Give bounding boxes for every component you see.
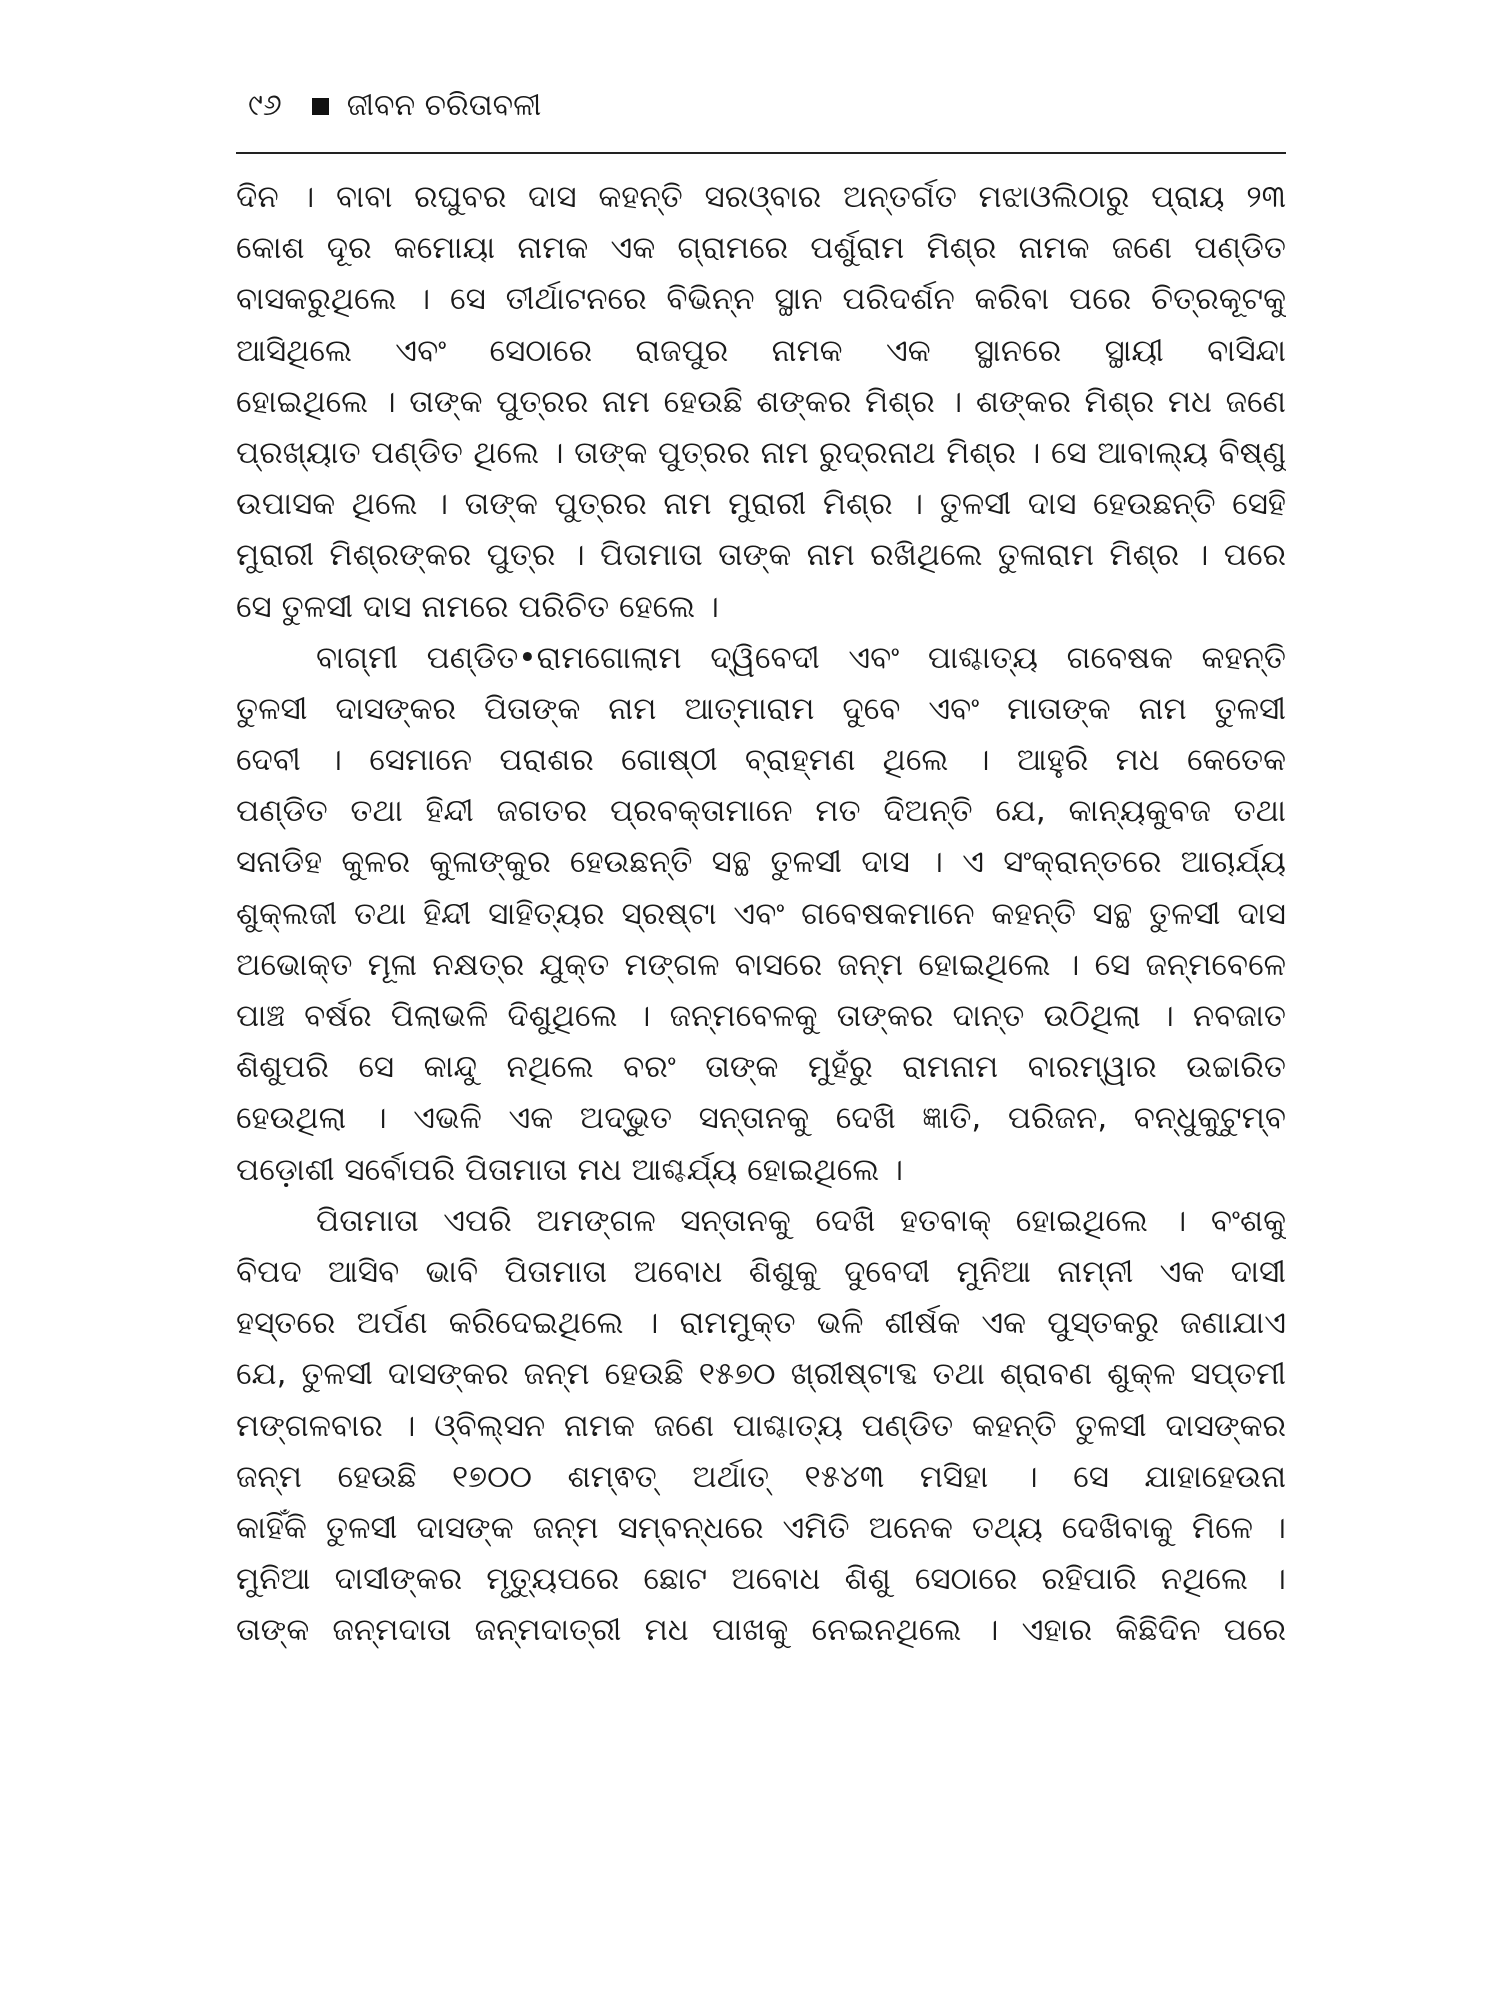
paragraph-end-line: ସେ ତୁଳସୀ ଦାସ ନାମରେ ପରିଚିତ ହେଲେ । [236,588,719,625]
text-line: ମଙ୍ଗଳବାର । ଓ୍ବିଲ୍‌ସନ ନାମକ ଜଣେ ପାଶ୍ଚାତ୍ୟ ପଣ୍ଡିତ କହନ୍ତି ତୁଳସୀ ଦାସଙ୍କର [236,1407,1286,1444]
text-line: ସନାଡିହ କୁଳର କୁଳାଙ୍କୁର ହେଉଛନ୍ତି ସନ୍ଥ ତୁଳସୀ ଦାସ । ଏ ସଂକ୍ରାନ୍ତରେ ଆଚାର୍ଯ୍ୟ [236,844,1286,881]
text-line: ଦେବୀ । ସେମାନେ ପରାଶର ଗୋଷ୍ଠୀ ବ୍ରାହ୍ମଣ ଥିଲେ । ଆହୁରି ମଧ କେତେକ [236,742,1286,779]
text-line: ମୁନିଆ ଦାସୀଙ୍କର ମୃତ୍ୟୁପରେ ଛୋଟ ଅବୋଧ ଶିଶୁ ସେଠାରେ ରହିପାରି ନଥିଲେ । [236,1561,1286,1598]
text-line: ହୋଇଥିଲେ । ତାଙ୍କ ପୁତ୍ରର ନାମ ହେଉଛି ଶଙ୍କର ମିଶ୍ର । ଶଙ୍କର ମିଶ୍ର ମଧ ଜଣେ [236,383,1286,420]
page-number: ୯୬ [248,88,282,123]
text-line: ତୁଳସୀ ଦାସଙ୍କର ପିତାଙ୍କ ନାମ ଆତ୍ମାରାମ ଦୁବେ ଏବଂ ମାତାଙ୍କ ନାମ ତୁଳସୀ [236,690,1286,727]
paragraph-start-line: ପିତାମାତା ଏପରି ଅମଙ୍ଗଳ ସନ୍ତାନକୁ ଦେଖି ହତବାକ୍ ହୋଇଥିଲେ । ବଂଶକୁ [316,1202,1286,1239]
text-line: ହସ୍ତରେ ଅର୍ପଣ କରିଦେଇଥିଲେ । ରାମମୁକ୍ତ ଭଳି ଶୀର୍ଷକ ଏକ ପୁସ୍ତକରୁ ଜଣାଯାଏ [236,1305,1286,1342]
text-line: ପାଞ୍ଚ ବର୍ଷର ପିଲାଭଳି ଦିଶୁଥିଲେ । ଜନ୍ମବେଳକୁ ତାଙ୍କର ଦାନ୍ତ ଉଠିଥିଲା । ନବଜାତ [236,998,1286,1034]
square-bullet-icon [312,98,329,115]
paragraph-start-line: ବାଗ୍ମୀ ପଣ୍ଡିତ•ରାମଗୋଲାମ ଦ୍ୱିବେଦୀ ଏବଂ ପାଶ୍ଚାତ୍ୟ ଗବେଷକ କହନ୍ତି [316,639,1286,676]
text-line: ବିପଦ ଆସିବ ଭାବି ପିତାମାତା ଅବୋଧ ଶିଶୁକୁ ଦୁବେଦୀ ମୁନିଆ ନାମ୍ନୀ ଏକ ଦାସୀ [236,1253,1286,1290]
paragraph-end-line: ପଡ଼ୋଶୀ ସର୍ବୋପରି ପିତାମାତା ମଧ ଆଶ୍ଚର୍ଯ୍ୟ ହୋଇଥିଲେ । [236,1151,904,1188]
header-rule [236,152,1286,154]
text-line: ଆସିଥିଲେ ଏବଂ ସେଠାରେ ରାଜପୁର ନାମକ ଏକ ସ୍ଥାନରେ ସ୍ଥାୟୀ ବାସିନ୍ଦା [236,332,1286,369]
body-text [236,172,1286,1656]
text-line: ଉପାସକ ଥିଲେ । ତାଙ୍କ ପୁତ୍ରର ନାମ ମୁରାରୀ ମିଶ୍ର । ତୁଳସୀ ଦାସ ହେଉଛନ୍ତି ସେହି [236,486,1286,523]
text-line: ଦିନ । ବାବା ରଘୁବର ଦାସ କହନ୍ତି ସରଓ୍ବାର ଅନ୍ତର୍ଗତ ମଝାଓଲିଠାରୁ ପ୍ରାୟ ୨୩ [236,179,1286,215]
text-line: ଅଭୋକ୍ତ ମୂଳା ନକ୍ଷତ୍ର ଯୁକ୍ତ ମଙ୍ଗଳ ବାସରେ ଜନ୍ମ ହୋଇଥିଲେ । ସେ ଜନ୍ମବେଳେ [236,946,1286,983]
text-line: କୋଶ ଦୂର କମୋୟା ନାମକ ଏକ ଗ୍ରାମରେ ପର୍ଶୁରାମ ମିଶ୍ର ନାମକ ଜଣେ ପଣ୍ଡିତ [236,230,1286,267]
running-title: ଜୀବନ ଚରିତାବଳୀ [346,88,542,123]
text-line: ଶୁକ୍ଲଜୀ ତଥା ହିନ୍ଦୀ ସାହିତ୍ୟର ସ୍ରଷ୍ଟା ଏବଂ ଗବେଷକମାନେ କହନ୍ତି ସନ୍ଥ ତୁଳସୀ ଦାସ [236,895,1286,932]
text-line: ତାଙ୍କ ଜନ୍ମଦାତା ଜନ୍ମଦାତ୍ରୀ ମଧ ପାଖକୁ ନେଇନଥିଲେ । ଏହାର କିଛିଦିନ ପରେ [236,1612,1286,1649]
text-line: ପଣ୍ଡିତ ତଥା ହିନ୍ଦୀ ଜଗତର ପ୍ରବକ୍ତାମାନେ ମତ ଦିଅନ୍ତି ଯେ, କାନ୍ୟକୁବଜ ତଥା [236,793,1286,830]
running-header [248,78,541,134]
text-line: ଜନ୍ମ ହେଉଛି ୧୭୦୦ ଶମ୍ଵତ୍ ଅର୍ଥାତ୍ ୧୫୪୩ ମସିହା । ସେ ଯାହାହେଉନା [236,1458,1286,1495]
text-line: ଯେ, ତୁଳସୀ ଦାସଙ୍କର ଜନ୍ମ ହେଉଛି ୧୫୭୦ ଖ୍ରୀଷ୍ଟାବ୍ଦ ତଥା ଶ୍ରାବଣ ଶୁକ୍ଳ ସପ୍ତମୀ [236,1356,1286,1393]
text-line: ପ୍ରଖ୍ୟାତ ପଣ୍ଡିତ ଥିଲେ । ତାଙ୍କ ପୁତ୍ରର ନାମ ରୁଦ୍ରନାଥ ମିଶ୍ର । ସେ ଆବାଲ୍ୟ ବିଷ୍ଣୁ [236,434,1286,471]
text-line: ହେଉଥିଲା । ଏଭଳି ଏକ ଅଦ୍ଭୁତ ସନ୍ତାନକୁ ଦେଖି ଜ୍ଞାତି, ପରିଜନ, ବନ୍ଧୁକୁଟୁମ୍ବ [236,1100,1286,1137]
text-line: ମୁରାରୀ ମିଶ୍ରଙ୍କର ପୁତ୍ର । ପିତାମାତା ତାଙ୍କ ନାମ ରଖିଥିଲେ ତୁଳାରାମ ମିଶ୍ର । ପରେ [236,537,1286,574]
text-line: ବାସକରୁଥିଲେ । ସେ ତୀର୍ଥାଟନରେ ବିଭିନ୍ନ ସ୍ଥାନ ପରିଦର୍ଶନ କରିବା ପରେ ଚିତ୍ରକୂଟକୁ [236,281,1286,318]
text-line: କାହିଁକି ତୁଳସୀ ଦାସଙ୍କ ଜନ୍ମ ସମ୍ବନ୍ଧରେ ଏମିତି ଅନେକ ତଥ୍ୟ ଦେଖିବାକୁ ମିଳେ । [236,1509,1286,1546]
text-line: ଶିଶୁପରି ସେ କାନ୍ଦୁ ନଥିଲେ ବରଂ ତାଙ୍କ ମୁହଁରୁ ରାମନାମ ବାରମ୍ୱାର ଉଚ୍ଚାରିତ [236,1049,1286,1086]
